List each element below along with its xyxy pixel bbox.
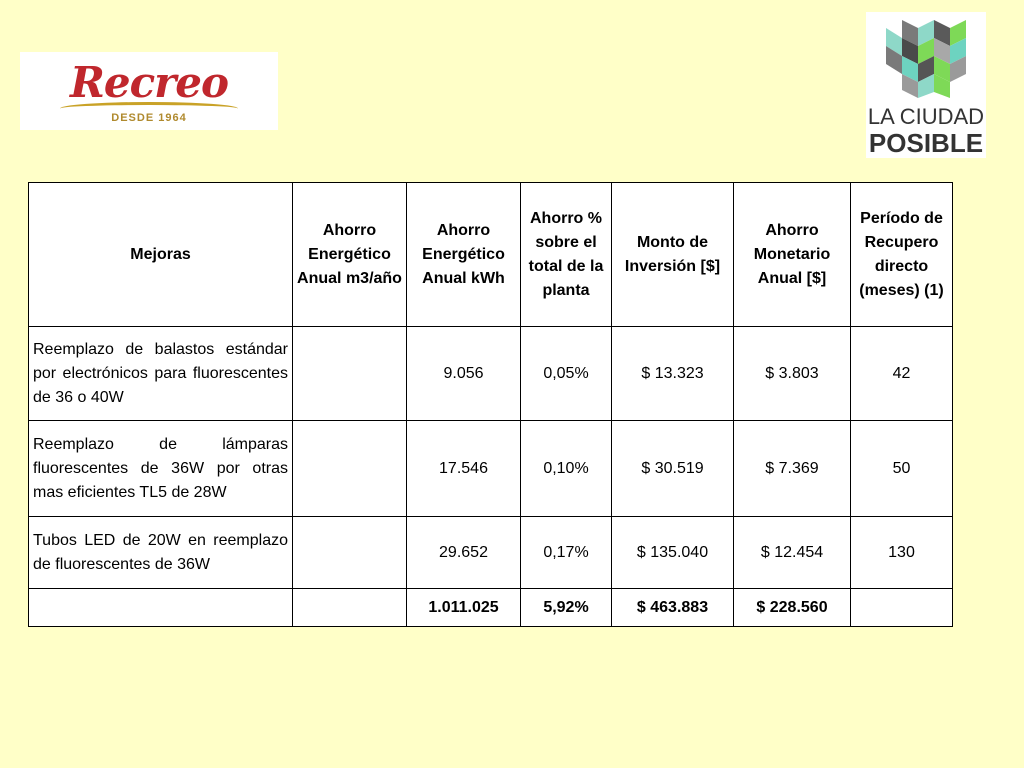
cell-ahorro-m3 bbox=[293, 327, 407, 421]
table-row bbox=[29, 421, 953, 517]
cell-periodo-recupero: 50 bbox=[851, 421, 953, 517]
header-periodo-recupero: Período de Recupero directo (meses) (1) bbox=[851, 183, 953, 327]
recreo-logo bbox=[20, 52, 278, 130]
logo-text-line2: POSIBLE bbox=[868, 128, 984, 158]
savings-table bbox=[28, 182, 953, 627]
recreo-logo-tagline: DESDE 1964 bbox=[111, 112, 187, 124]
recreo-logo-name: Recreo bbox=[69, 58, 229, 107]
cell-ahorro-porcentaje: 0,05% bbox=[521, 327, 612, 421]
header-ahorro-m3: Ahorro Energético Anual m3/año bbox=[293, 183, 407, 327]
total-ahorro-monetario: $ 228.560 bbox=[734, 589, 851, 627]
header-ahorro-monetario: Ahorro Monetario Anual [$] bbox=[734, 183, 851, 327]
cell-mejora: Reemplazo de lámparas fluorescentes de 36W por otras mas eficientes TL5 de 28W bbox=[29, 421, 293, 517]
cell-ahorro-monetario: $ 3.803 bbox=[734, 327, 851, 421]
cell-ahorro-monetario: $ 7.369 bbox=[734, 421, 851, 517]
cell-ahorro-m3 bbox=[293, 589, 407, 627]
cell-mejora bbox=[29, 589, 293, 627]
table-row bbox=[29, 327, 953, 421]
cell-monto-inversion: $ 30.519 bbox=[612, 421, 734, 517]
cell-ahorro-kwh: 29.652 bbox=[407, 517, 521, 589]
totals-row bbox=[29, 589, 953, 627]
total-ahorro-kwh: 1.011.025 bbox=[407, 589, 521, 627]
cell-mejora: Tubos LED de 20W en reemplazo de fluorescentes de 36W bbox=[29, 517, 293, 589]
cell-periodo-recupero bbox=[851, 589, 953, 627]
header-mejoras: Mejoras bbox=[29, 183, 293, 327]
cell-mejora: Reemplazo de balastos estándar por electrónicos para fluorescentes de 36 o 40W bbox=[29, 327, 293, 421]
cell-periodo-recupero: 42 bbox=[851, 327, 953, 421]
cell-ahorro-porcentaje: 0,17% bbox=[521, 517, 612, 589]
cell-ahorro-kwh: 9.056 bbox=[407, 327, 521, 421]
header-ahorro-kwh: Ahorro Energético Anual kWh bbox=[407, 183, 521, 327]
table-row bbox=[29, 517, 953, 589]
total-monto-inversion: $ 463.883 bbox=[612, 589, 734, 627]
header-monto-inversion: Monto de Inversión [$] bbox=[612, 183, 734, 327]
cell-periodo-recupero: 130 bbox=[851, 517, 953, 589]
logo-text-line1: LA CIUDAD bbox=[867, 104, 985, 129]
header-row bbox=[29, 183, 953, 327]
cell-ahorro-m3 bbox=[293, 421, 407, 517]
cell-monto-inversion: $ 135.040 bbox=[612, 517, 734, 589]
cell-ahorro-monetario: $ 12.454 bbox=[734, 517, 851, 589]
la-ciudad-posible-logo bbox=[866, 12, 986, 158]
cube-pattern-icon bbox=[878, 16, 974, 100]
cell-monto-inversion: $ 13.323 bbox=[612, 327, 734, 421]
header-ahorro-porcentaje: Ahorro % sobre el total de la planta bbox=[521, 183, 612, 327]
total-ahorro-porcentaje: 5,92% bbox=[521, 589, 612, 627]
cell-ahorro-kwh: 17.546 bbox=[407, 421, 521, 517]
cell-ahorro-porcentaje: 0,10% bbox=[521, 421, 612, 517]
cell-ahorro-m3 bbox=[293, 517, 407, 589]
